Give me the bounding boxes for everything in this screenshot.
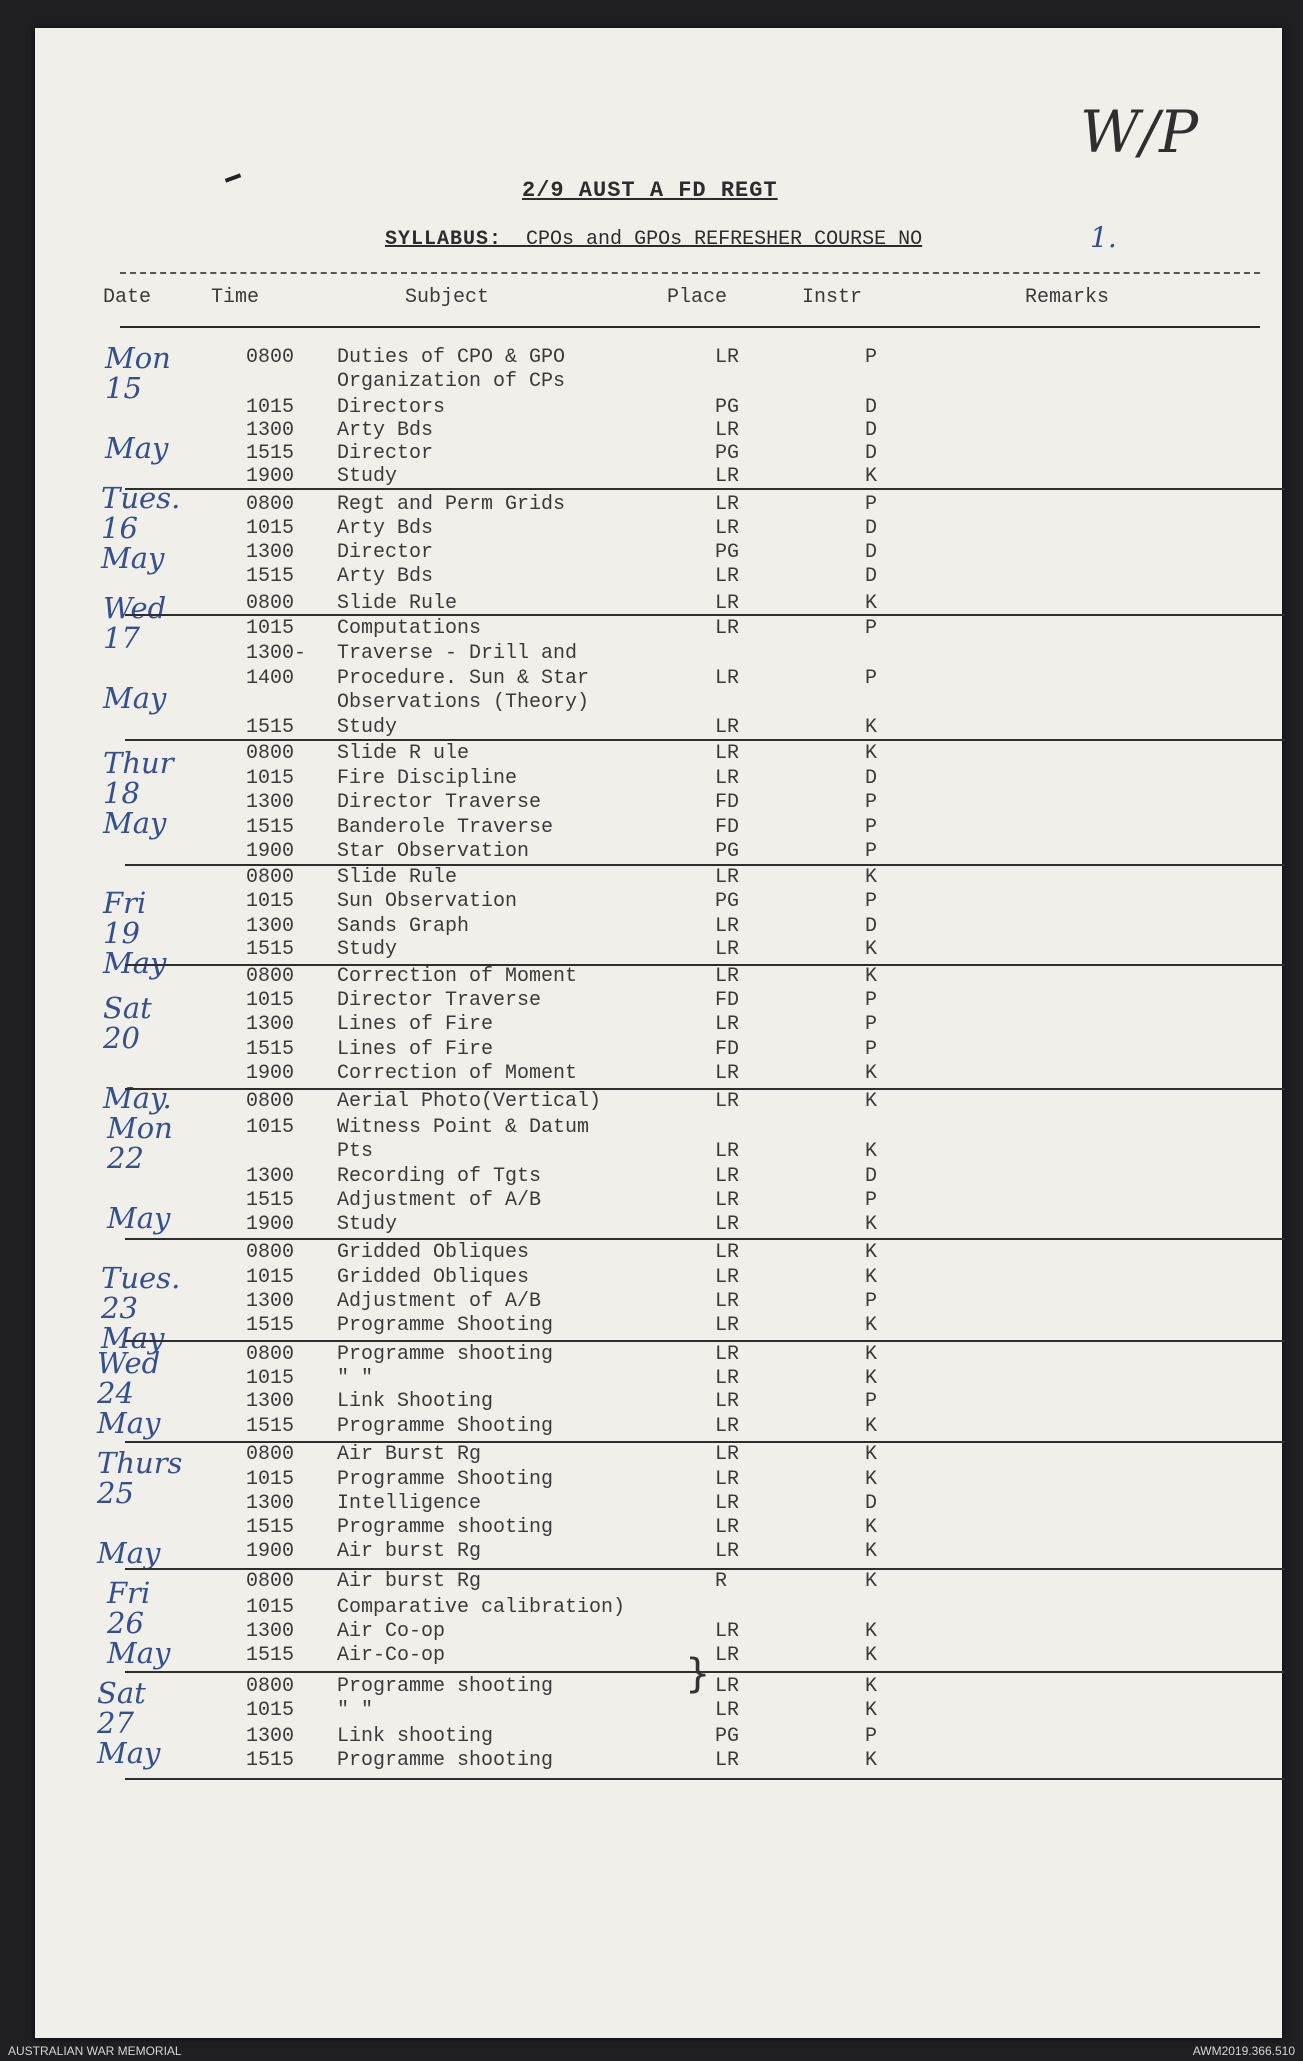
date-line	[97, 1508, 182, 1538]
row-instr: K	[865, 1540, 878, 1563]
bracket-mark: }	[685, 1651, 711, 1697]
row-subject: Procedure. Sun & Star	[337, 667, 590, 690]
row-place: PG	[715, 1725, 740, 1748]
row-time: 1900	[246, 1540, 295, 1563]
date-handwritten	[107, 1578, 170, 1668]
date-handwritten	[103, 593, 166, 713]
row-subject: Traverse - Drill and	[337, 642, 578, 665]
row-time: 1515	[246, 716, 295, 739]
row-subject: Director Traverse	[337, 989, 542, 1012]
row-place: PG	[715, 442, 740, 465]
date-line: Fri	[107, 1576, 151, 1610]
day-separator-rule	[125, 1340, 1285, 1342]
row-subject: Organization of CPs	[337, 370, 566, 393]
day-separator-rule	[125, 739, 1285, 741]
date-handwritten	[101, 483, 180, 573]
row-place: LR	[715, 1415, 740, 1438]
row-subject: Adjustment of A/B	[337, 1189, 542, 1212]
row-instr: K	[865, 1314, 878, 1337]
document-title: 2/9 AUST A FD REGT	[522, 178, 778, 203]
row-subject: Intelligence	[337, 1492, 482, 1515]
date-line: May	[97, 1536, 161, 1570]
row-subject: Arty Bds	[337, 419, 434, 442]
row-place: LR	[715, 1540, 740, 1563]
row-place: LR	[715, 1140, 740, 1163]
row-subject: Fire Discipline	[337, 767, 518, 790]
date-line: Wed	[97, 1346, 161, 1380]
row-place: PG	[715, 840, 740, 863]
row-instr: K	[865, 1570, 878, 1593]
row-place: LR	[715, 1013, 740, 1036]
day-separator-rule	[125, 864, 1285, 866]
row-time: 1015	[246, 767, 295, 790]
row-place: LR	[715, 1090, 740, 1113]
row-time: 0800	[246, 1675, 295, 1698]
row-place: LR	[715, 965, 740, 988]
header-bottom-rule	[120, 326, 1260, 328]
day-separator-rule	[125, 1088, 1285, 1090]
row-instr: P	[865, 816, 878, 839]
row-instr: P	[865, 346, 878, 369]
row-place: LR	[715, 1620, 740, 1643]
row-place: LR	[715, 493, 740, 516]
row-subject: Director	[337, 442, 434, 465]
row-place: LR	[715, 1062, 740, 1085]
row-subject: Recording of Tgts	[337, 1165, 542, 1188]
date-line: May	[105, 431, 169, 465]
date-line: Tues.	[101, 1261, 181, 1295]
row-place: LR	[715, 716, 740, 739]
row-instr: P	[865, 1189, 878, 1212]
row-instr: K	[865, 716, 878, 739]
row-subject: Air burst Rg	[337, 1540, 482, 1563]
date-line	[105, 403, 171, 433]
row-place: LR	[715, 592, 740, 615]
row-place: LR	[715, 1266, 740, 1289]
row-subject: Air Co-op	[337, 1620, 446, 1643]
row-time: 1300	[246, 915, 295, 938]
date-line: Wed	[103, 591, 167, 625]
date-line: Sat	[103, 991, 152, 1025]
header-place: Place	[667, 286, 728, 309]
row-subject: Air-Co-op	[337, 1644, 446, 1667]
row-place: LR	[715, 1699, 740, 1722]
date-line: 19	[103, 916, 140, 950]
row-instr: K	[865, 1644, 878, 1667]
date-line: 16	[101, 511, 138, 545]
row-subject: Regt and Perm Grids	[337, 493, 566, 516]
row-time: 1900	[246, 1062, 295, 1085]
row-time: 1015	[246, 1596, 295, 1619]
row-time: 1515	[246, 938, 295, 961]
document-page	[35, 28, 1282, 2038]
date-line: 22	[107, 1141, 144, 1175]
row-time: 1015	[246, 396, 295, 419]
row-subject: Programme shooting	[337, 1343, 554, 1366]
row-instr: D	[865, 419, 878, 442]
row-subject: Adjustment of A/B	[337, 1290, 542, 1313]
row-place: LR	[715, 1390, 740, 1413]
row-subject: Pts	[337, 1140, 374, 1163]
row-place: FD	[715, 791, 740, 814]
row-time: 1015	[246, 989, 295, 1012]
row-time: 1900	[246, 1213, 295, 1236]
row-time: 1300	[246, 541, 295, 564]
row-instr: K	[865, 592, 878, 615]
row-place: LR	[715, 938, 740, 961]
row-time: 1015	[246, 1367, 295, 1390]
row-subject: Star Observation	[337, 840, 530, 863]
row-time: 1300	[246, 791, 295, 814]
subtitle-text: CPOs and GPOs REFRESHER COURSE NO	[526, 228, 923, 251]
row-subject: Witness Point & Datum	[337, 1116, 590, 1139]
row-time: 0800	[246, 866, 295, 889]
date-line: 26	[107, 1606, 144, 1640]
row-subject: " "	[337, 1367, 374, 1390]
row-subject: Link shooting	[337, 1725, 494, 1748]
date-line	[103, 653, 166, 683]
row-time: 1515	[246, 1038, 295, 1061]
row-instr: P	[865, 1290, 878, 1313]
row-time: 0800	[246, 346, 295, 369]
row-instr: P	[865, 791, 878, 814]
row-instr: P	[865, 1390, 878, 1413]
row-instr: D	[865, 442, 878, 465]
row-subject: Study	[337, 938, 398, 961]
row-place: LR	[715, 1189, 740, 1212]
row-instr: K	[865, 1675, 878, 1698]
date-line: 17	[103, 621, 140, 655]
row-instr: P	[865, 989, 878, 1012]
row-instr: P	[865, 667, 878, 690]
row-instr: K	[865, 742, 878, 765]
row-place: LR	[715, 346, 740, 369]
row-subject: Observations (Theory)	[337, 691, 590, 714]
row-place: PG	[715, 541, 740, 564]
day-separator-rule	[125, 488, 1285, 490]
row-instr: P	[865, 493, 878, 516]
row-instr: D	[865, 767, 878, 790]
date-line: May	[103, 806, 167, 840]
date-line: May	[101, 1321, 165, 1355]
row-subject: Arty Bds	[337, 565, 434, 588]
date-line: 24	[97, 1376, 134, 1410]
row-time: 1515	[246, 1516, 295, 1539]
row-time: 0800	[246, 1241, 295, 1264]
row-subject: Gridded Obliques	[337, 1241, 530, 1264]
row-instr: P	[865, 617, 878, 640]
row-place: LR	[715, 1343, 740, 1366]
row-subject: Study	[337, 716, 398, 739]
row-place: LR	[715, 1749, 740, 1772]
row-instr: P	[865, 1038, 878, 1061]
row-instr: D	[865, 1492, 878, 1515]
row-place: LR	[715, 1367, 740, 1390]
row-time: 1300	[246, 1290, 295, 1313]
row-subject: Link Shooting	[337, 1390, 494, 1413]
row-place: PG	[715, 396, 740, 419]
date-line: 25	[97, 1476, 134, 1510]
date-line: Tues.	[101, 481, 181, 515]
row-time: 1015	[246, 890, 295, 913]
row-subject: Directors	[337, 396, 446, 419]
row-time: 1900	[246, 840, 295, 863]
row-time: 1015	[246, 1699, 295, 1722]
row-time: 1015	[246, 1468, 295, 1491]
date-handwritten	[105, 343, 171, 463]
row-place: LR	[715, 1213, 740, 1236]
corner-handwritten-mark: W/P	[1080, 98, 1199, 166]
row-subject: Programme Shooting	[337, 1415, 554, 1438]
date-line: 20	[103, 1021, 140, 1055]
date-line: Thur	[103, 746, 174, 780]
date-line: 18	[103, 776, 140, 810]
row-subject: Study	[337, 1213, 398, 1236]
row-instr: K	[865, 1443, 878, 1466]
header-instr: Instr	[802, 286, 863, 309]
row-subject: Correction of Moment	[337, 1062, 578, 1085]
header-subject: Subject	[405, 286, 490, 309]
row-place: LR	[715, 1492, 740, 1515]
row-subject: Director Traverse	[337, 791, 542, 814]
day-separator-rule	[125, 1778, 1285, 1780]
header-remarks: Remarks	[1025, 286, 1110, 309]
row-instr: K	[865, 1699, 878, 1722]
date-line: May	[103, 681, 167, 715]
row-subject: Duties of CPO & GPO	[337, 346, 566, 369]
day-separator-rule	[125, 614, 1285, 616]
row-instr: K	[865, 1620, 878, 1643]
row-place: PG	[715, 890, 740, 913]
date-line: May	[107, 1636, 171, 1670]
row-instr: K	[865, 465, 878, 488]
row-instr: P	[865, 890, 878, 913]
row-place: LR	[715, 1314, 740, 1337]
row-time: 1300	[246, 1620, 295, 1643]
row-place: LR	[715, 742, 740, 765]
header-date: Date	[103, 286, 152, 309]
row-time: 0800	[246, 742, 295, 765]
row-place: LR	[715, 1290, 740, 1313]
row-time: 1015	[246, 617, 295, 640]
date-handwritten	[97, 1678, 160, 1768]
row-subject: Director	[337, 541, 434, 564]
row-time: 1015	[246, 1116, 295, 1139]
row-subject: Slide Rule	[337, 866, 458, 889]
row-instr: K	[865, 1090, 878, 1113]
row-instr: P	[865, 1725, 878, 1748]
row-instr: K	[865, 1749, 878, 1772]
row-time: 1400	[246, 667, 295, 690]
row-instr: K	[865, 1213, 878, 1236]
row-place: LR	[715, 1443, 740, 1466]
date-handwritten	[103, 748, 174, 838]
row-subject: Programme shooting	[337, 1516, 554, 1539]
row-time: 0800	[246, 965, 295, 988]
row-subject: Banderole Traverse	[337, 816, 554, 839]
date-handwritten	[97, 1448, 182, 1568]
row-time: 1300	[246, 1165, 295, 1188]
date-line: Thurs	[97, 1446, 183, 1480]
day-separator-rule	[125, 964, 1285, 966]
day-separator-rule	[125, 1238, 1285, 1240]
row-instr: K	[865, 1062, 878, 1085]
date-line: 27	[97, 1706, 134, 1740]
date-line: May	[97, 1736, 161, 1770]
date-line: May	[103, 946, 167, 980]
row-instr: D	[865, 541, 878, 564]
row-time: 0800	[246, 1090, 295, 1113]
row-time: 1515	[246, 442, 295, 465]
row-subject: " "	[337, 1699, 374, 1722]
row-time: 1515	[246, 1314, 295, 1337]
date-handwritten	[103, 993, 172, 1113]
day-separator-rule	[125, 1568, 1285, 1570]
row-time: 1900	[246, 465, 295, 488]
date-line: Sat	[97, 1676, 146, 1710]
row-place: LR	[715, 565, 740, 588]
row-time: 1300	[246, 1492, 295, 1515]
row-time: 1300-	[246, 642, 307, 665]
row-instr: P	[865, 840, 878, 863]
row-instr: K	[865, 1241, 878, 1264]
row-time: 1300	[246, 1390, 295, 1413]
date-line: Mon	[107, 1111, 173, 1145]
header-top-rule	[120, 272, 1260, 274]
row-instr: K	[865, 866, 878, 889]
row-instr: K	[865, 1140, 878, 1163]
row-time: 1515	[246, 1415, 295, 1438]
date-line: Mon	[105, 341, 171, 375]
row-subject: Programme Shooting	[337, 1314, 554, 1337]
row-place: FD	[715, 816, 740, 839]
date-handwritten	[107, 1113, 173, 1233]
date-line: 23	[101, 1291, 138, 1325]
row-place: LR	[715, 667, 740, 690]
row-place: LR	[715, 1516, 740, 1539]
row-time: 1515	[246, 1749, 295, 1772]
date-line: May.	[103, 1081, 172, 1115]
row-place: LR	[715, 866, 740, 889]
row-subject: Arty Bds	[337, 517, 434, 540]
row-subject: Air Burst Rg	[337, 1443, 482, 1466]
row-subject: Programme shooting	[337, 1749, 554, 1772]
row-subject: Sands Graph	[337, 915, 470, 938]
row-place: LR	[715, 1644, 740, 1667]
row-place: FD	[715, 1038, 740, 1061]
date-line: Fri	[103, 886, 147, 920]
row-time: 1515	[246, 816, 295, 839]
date-handwritten	[97, 1348, 160, 1438]
row-instr: K	[865, 1367, 878, 1390]
row-subject: Computations	[337, 617, 482, 640]
row-subject: Gridded Obliques	[337, 1266, 530, 1289]
document-subtitle	[385, 228, 922, 251]
row-instr: D	[865, 517, 878, 540]
date-line: 15	[105, 371, 142, 405]
row-place: LR	[715, 465, 740, 488]
row-instr: K	[865, 1516, 878, 1539]
date-line: May	[97, 1406, 161, 1440]
row-place: R	[715, 1570, 728, 1593]
course-number: 1.	[1090, 221, 1117, 254]
row-time: 0800	[246, 1443, 295, 1466]
date-line	[107, 1173, 173, 1203]
row-instr: D	[865, 1165, 878, 1188]
row-instr: K	[865, 1343, 878, 1366]
row-subject: Comparative calibration)	[337, 1596, 626, 1619]
row-instr: D	[865, 915, 878, 938]
row-subject: Air burst Rg	[337, 1570, 482, 1593]
row-time: 0800	[246, 1570, 295, 1593]
row-place: LR	[715, 1165, 740, 1188]
row-place: LR	[715, 915, 740, 938]
date-line: May	[101, 541, 165, 575]
row-time: 1015	[246, 517, 295, 540]
row-subject: Slide R ule	[337, 742, 470, 765]
row-place: LR	[715, 1675, 740, 1698]
row-place: LR	[715, 767, 740, 790]
row-subject: Slide Rule	[337, 592, 458, 615]
row-time: 1300	[246, 1013, 295, 1036]
day-separator-rule	[125, 1441, 1285, 1443]
row-time: 0800	[246, 592, 295, 615]
row-time: 0800	[246, 493, 295, 516]
row-subject: Lines of Fire	[337, 1013, 494, 1036]
row-instr: K	[865, 1468, 878, 1491]
row-subject: Sun Observation	[337, 890, 518, 913]
row-instr: D	[865, 396, 878, 419]
row-subject: Lines of Fire	[337, 1038, 494, 1061]
row-subject: Programme shooting	[337, 1675, 554, 1698]
row-time: 1015	[246, 1266, 295, 1289]
row-place: FD	[715, 989, 740, 1012]
row-subject: Programme Shooting	[337, 1468, 554, 1491]
row-subject: Correction of Moment	[337, 965, 578, 988]
footer-credit: AUSTRALIAN WAR MEMORIAL	[8, 2044, 182, 2058]
footer-accession: AWM2019.366.510	[1192, 2044, 1295, 2058]
row-time: 1300	[246, 1725, 295, 1748]
date-line: May	[107, 1201, 171, 1235]
row-instr: K	[865, 1266, 878, 1289]
date-line	[103, 1053, 172, 1083]
row-time: 1515	[246, 1189, 295, 1212]
row-instr: K	[865, 1415, 878, 1438]
row-instr: K	[865, 938, 878, 961]
row-place: LR	[715, 419, 740, 442]
header-time: Time	[211, 286, 260, 309]
row-instr: P	[865, 1013, 878, 1036]
row-time: 1515	[246, 1644, 295, 1667]
row-place: LR	[715, 617, 740, 640]
row-time: 1515	[246, 565, 295, 588]
row-place: LR	[715, 1241, 740, 1264]
row-time: 1300	[246, 419, 295, 442]
row-place: LR	[715, 1468, 740, 1491]
row-place: LR	[715, 517, 740, 540]
row-time: 0800	[246, 1343, 295, 1366]
row-instr: D	[865, 565, 878, 588]
row-subject: Study	[337, 465, 398, 488]
subtitle-prefix: SYLLABUS:	[385, 228, 503, 251]
pen-mark	[225, 173, 241, 182]
row-instr: K	[865, 965, 878, 988]
row-subject: Aerial Photo(Vertical)	[337, 1090, 602, 1113]
